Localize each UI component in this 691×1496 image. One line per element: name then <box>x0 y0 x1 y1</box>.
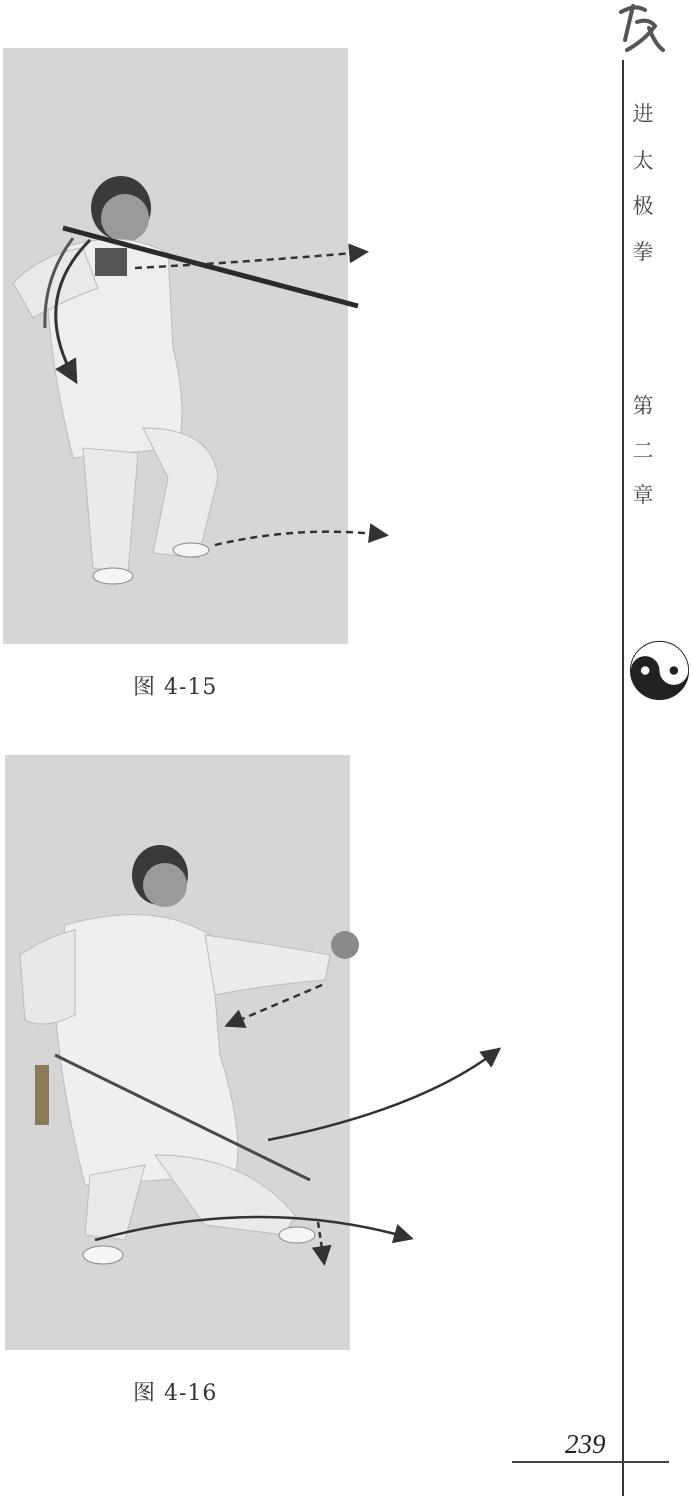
figure-caption: 图 4-15 <box>133 675 218 700</box>
chapter-char: 二 <box>632 439 654 463</box>
book-title-char: 极 <box>632 194 654 218</box>
figure-photo-4-15 <box>3 48 348 644</box>
book-title-char: 拳 <box>632 240 654 264</box>
figure-caption: 图 4-16 <box>133 1381 218 1406</box>
footer-rule <box>512 1461 669 1463</box>
tai-chi-figure-drawing <box>5 755 350 1350</box>
book-title-char: 太 <box>632 149 654 173</box>
calligraphy-brush-mark <box>615 0 667 60</box>
yin-yang-icon <box>629 640 690 701</box>
book-title-char: 进 <box>632 102 654 126</box>
chapter-char: 第 <box>632 394 654 418</box>
page-number: 239 <box>565 1429 606 1459</box>
sidebar-rule <box>622 60 624 1496</box>
figure-photo-4-16 <box>5 755 350 1350</box>
chapter-char: 章 <box>632 483 654 507</box>
tai-chi-figure-drawing <box>3 48 348 644</box>
